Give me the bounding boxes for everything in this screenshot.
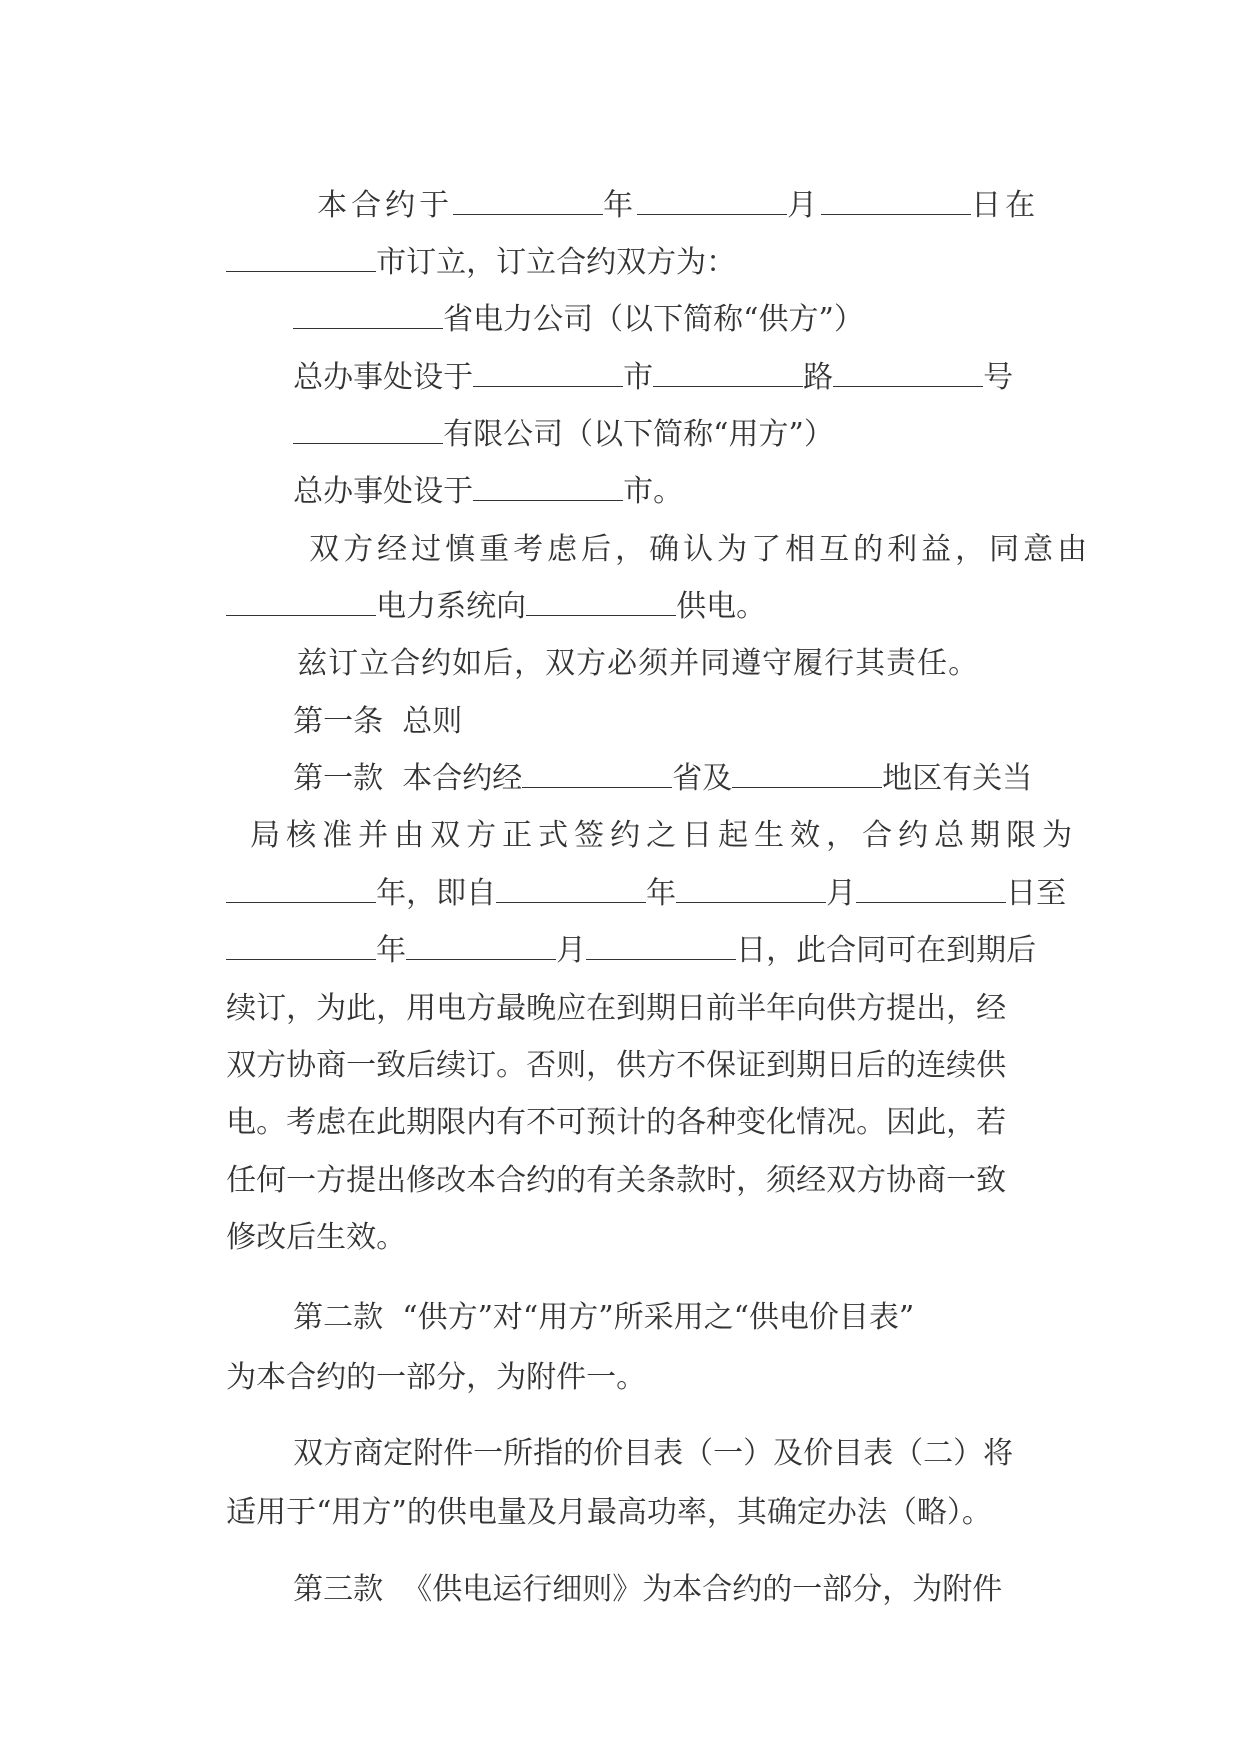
text-segment: 市: [623, 360, 654, 395]
text-segment: 月: [787, 188, 822, 223]
text-segment: 路: [803, 360, 834, 395]
text-segment: 第二款 “供方”对“用方”所采用之“供电价目表”: [293, 1300, 915, 1335]
blank-field: [821, 190, 971, 215]
text-segment: 第一条 总则: [293, 704, 463, 739]
text-segment: 有限公司（以下简称“用方”）: [443, 417, 834, 452]
text-segment: 日，此合同可在到期后: [736, 933, 1037, 968]
text-segment: 总办事处设于: [293, 360, 474, 395]
text-segment: 年: [376, 933, 407, 968]
text-segment: 地区有关当: [882, 761, 1033, 796]
text-line: [255, 1530, 1002, 1650]
text-segment: 月: [556, 933, 587, 968]
text-segment: 修改后生效。: [226, 1220, 407, 1255]
text-segment: 市订立，订立合约双方为：: [376, 245, 737, 280]
text-segment: 年: [646, 876, 677, 911]
text-segment: 第三款 《供电运行细则》为本合约的一部分，为附件: [293, 1572, 1003, 1607]
text-segment: 局核准并由双方正式签约之日起生效，合约总期限为: [250, 818, 1079, 853]
text-segment: 电。考虑在此期限内有不可预计的各种变化情况。因此，若: [226, 1105, 1007, 1140]
text-segment: 适用于“用方”的供电量及月最高功率，其确定办法（略）。: [226, 1495, 992, 1530]
blank-field: [833, 362, 983, 387]
text-segment: 续订，为此，用电方最晚应在到期日前半年向供方提出，经: [226, 991, 1007, 1026]
text-segment: 月: [826, 876, 857, 911]
text-segment: 任何一方提出修改本合约的有关条款时，须经双方协商一致: [226, 1163, 1007, 1198]
text-segment: 总办事处设于: [293, 474, 474, 509]
text-segment: 为本合约的一部分，为附件一。: [226, 1360, 647, 1395]
text-segment: 号: [983, 360, 1014, 395]
text-segment: 日在: [971, 188, 1040, 223]
text-segment: 供电。: [676, 589, 767, 624]
text-segment: 双方协商一致后续订。否则，供方不保证到期日后的连续供: [226, 1048, 1007, 1083]
text-segment: 第一款 本合约经: [293, 761, 523, 796]
text-segment: 本合约于: [317, 188, 454, 223]
text-segment: 兹订立合约如后，双方必须并同遵守履行其责任。: [297, 646, 980, 681]
text-segment: 日至: [1006, 876, 1067, 911]
text-segment: 电力系统向: [376, 589, 527, 624]
text-segment: 省及: [672, 761, 733, 796]
text-segment: 双方商定附件一所指的价目表（一）及价目表（二）将: [293, 1436, 1014, 1471]
text-segment: 市。: [623, 474, 684, 509]
text-segment: 年: [603, 188, 638, 223]
text-segment: 年，即自: [376, 876, 497, 911]
text-segment: 双方经过慎重考虑后，确认为了相互的利益，同意由: [309, 532, 1092, 567]
text-segment: 省电力公司（以下简称“供方”）: [443, 302, 864, 337]
